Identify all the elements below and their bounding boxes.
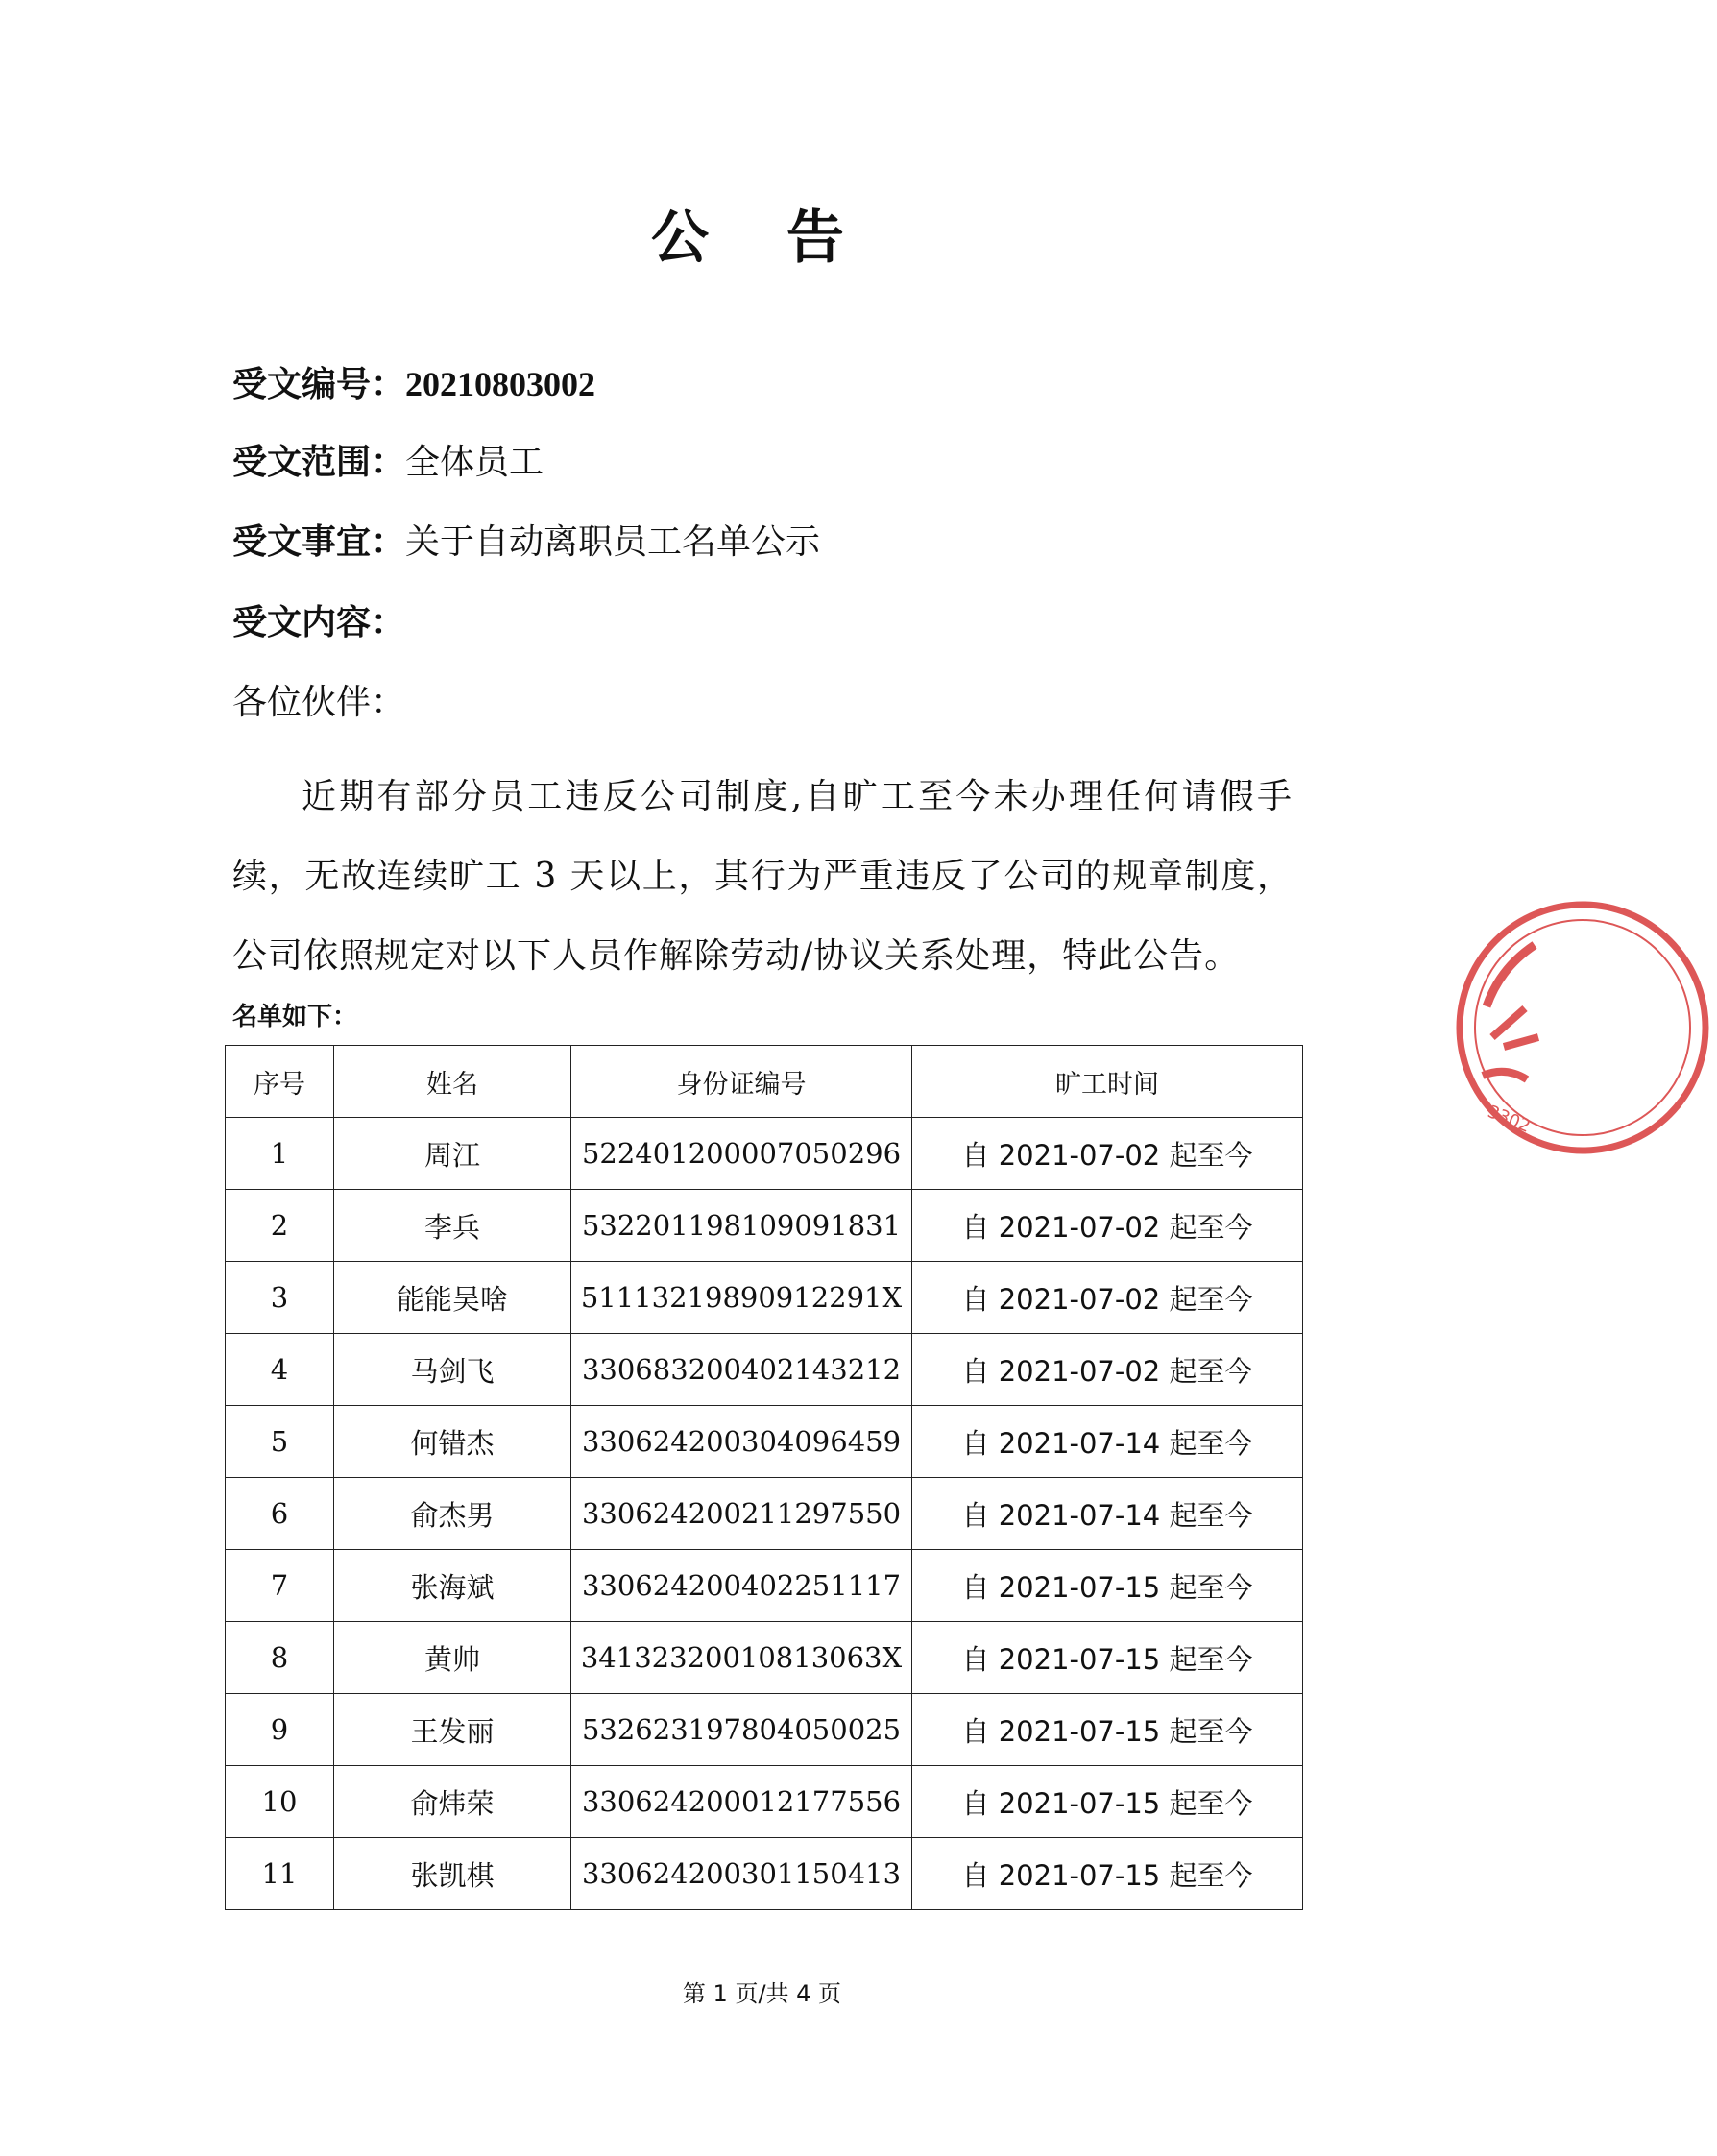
header-id: 身份证编号: [571, 1046, 912, 1118]
cell-name: 俞杰男: [334, 1478, 571, 1550]
cell-period: 自 2021-07-02 起至今: [912, 1262, 1303, 1334]
seal-number: 3302: [1485, 1102, 1534, 1137]
field-scope: [232, 440, 544, 486]
cell-name: 张海斌: [334, 1550, 571, 1622]
table-row: [226, 1478, 1303, 1550]
body-paragraph: 近期有部分员工违反公司制度,自旷工至今未办理任何请假手续，无故连续旷工 3 天以上，其行为严重违反了公司的规章制度，公司依照规定对以下人员作解除劳动/协议关系处理，特此公告。: [232, 777, 1293, 976]
cell-no: 2: [226, 1190, 334, 1262]
table-row: [226, 1406, 1303, 1478]
cell-name: 能能吴啥: [334, 1262, 571, 1334]
cell-no: 3: [226, 1262, 334, 1334]
cell-period: 自 2021-07-15 起至今: [912, 1838, 1303, 1910]
cell-name: 王发丽: [334, 1694, 571, 1766]
table-row: [226, 1550, 1303, 1622]
header-name: 姓名: [334, 1046, 571, 1118]
table-row: [226, 1838, 1303, 1910]
cell-name: 李兵: [334, 1190, 571, 1262]
cell-no: 5: [226, 1406, 334, 1478]
cell-id: 51113219890912291X: [571, 1262, 912, 1334]
table-row: [226, 1118, 1303, 1190]
cell-id: 330624200211297550: [571, 1478, 912, 1550]
page-footer: 第 1 页/共 4 页: [682, 1980, 842, 2007]
field-value: 全体员工: [405, 443, 544, 482]
seal-glyph-stroke: [1487, 945, 1535, 1006]
cell-period: 自 2021-07-02 起至今: [912, 1334, 1303, 1406]
table-header-row: [226, 1046, 1303, 1118]
cell-period: 自 2021-07-02 起至今: [912, 1118, 1303, 1190]
greeting: 各位伙伴：: [232, 683, 406, 722]
field-label: 受文编号：: [232, 365, 406, 404]
field-content: [232, 600, 405, 646]
cell-id: 330624200402251117: [571, 1550, 912, 1622]
cell-period: 自 2021-07-02 起至今: [912, 1190, 1303, 1262]
table-row: [226, 1334, 1303, 1406]
cell-id: 330624200301150413: [571, 1838, 912, 1910]
cell-name: 黄帅: [334, 1622, 571, 1694]
cell-no: 11: [226, 1838, 334, 1910]
cell-period: 自 2021-07-14 起至今: [912, 1478, 1303, 1550]
cell-period: 自 2021-07-15 起至今: [912, 1622, 1303, 1694]
cell-name: 何错杰: [334, 1406, 571, 1478]
company-seal-stamp: [1448, 893, 1717, 1162]
cell-period: 自 2021-07-15 起至今: [912, 1766, 1303, 1838]
seal-icon: [1460, 905, 1705, 1151]
seal-glyph-stroke: [1492, 1008, 1538, 1047]
table-row: [226, 1262, 1303, 1334]
list-heading: 名单如下：: [232, 1003, 358, 1031]
cell-id: 330683200402143212: [571, 1334, 912, 1406]
cell-no: 8: [226, 1622, 334, 1694]
field-label: 受文事宜：: [232, 522, 406, 562]
cell-name: 周江: [334, 1118, 571, 1190]
table-row: [226, 1190, 1303, 1262]
cell-period: 自 2021-07-14 起至今: [912, 1406, 1303, 1478]
field-label: 受文范围：: [232, 443, 406, 482]
cell-id: 522401200007050296: [571, 1118, 912, 1190]
cell-id: 532623197804050025: [571, 1694, 912, 1766]
cell-id: 330624200012177556: [571, 1766, 912, 1838]
field-label: 受文内容：: [232, 603, 406, 642]
cell-no: 6: [226, 1478, 334, 1550]
cell-no: 9: [226, 1694, 334, 1766]
field-value: 关于自动离职员工名单公示: [405, 522, 821, 562]
page-title: 公 告: [651, 205, 873, 272]
cell-name: 张凯棋: [334, 1838, 571, 1910]
cell-id: 34132320010813063X: [571, 1622, 912, 1694]
field-subject: [232, 520, 820, 566]
dismissal-table: [225, 1045, 1303, 1910]
cell-id: 532201198109091831: [571, 1190, 912, 1262]
cell-name: 马剑飞: [334, 1334, 571, 1406]
seal-glyph-stroke: [1483, 1072, 1527, 1079]
field-value: 20210803002: [405, 365, 596, 403]
cell-no: 10: [226, 1766, 334, 1838]
header-period: 旷工时间: [912, 1046, 1303, 1118]
table-row: [226, 1694, 1303, 1766]
table-row: [226, 1766, 1303, 1838]
cell-id: 330624200304096459: [571, 1406, 912, 1478]
cell-no: 1: [226, 1118, 334, 1190]
table-row: [226, 1622, 1303, 1694]
cell-period: 自 2021-07-15 起至今: [912, 1550, 1303, 1622]
cell-no: 7: [226, 1550, 334, 1622]
cell-period: 自 2021-07-15 起至今: [912, 1694, 1303, 1766]
header-no: 序号: [226, 1046, 334, 1118]
field-doc-number: [232, 361, 595, 408]
cell-no: 4: [226, 1334, 334, 1406]
cell-name: 俞炜荣: [334, 1766, 571, 1838]
table-body: [226, 1118, 1303, 1910]
